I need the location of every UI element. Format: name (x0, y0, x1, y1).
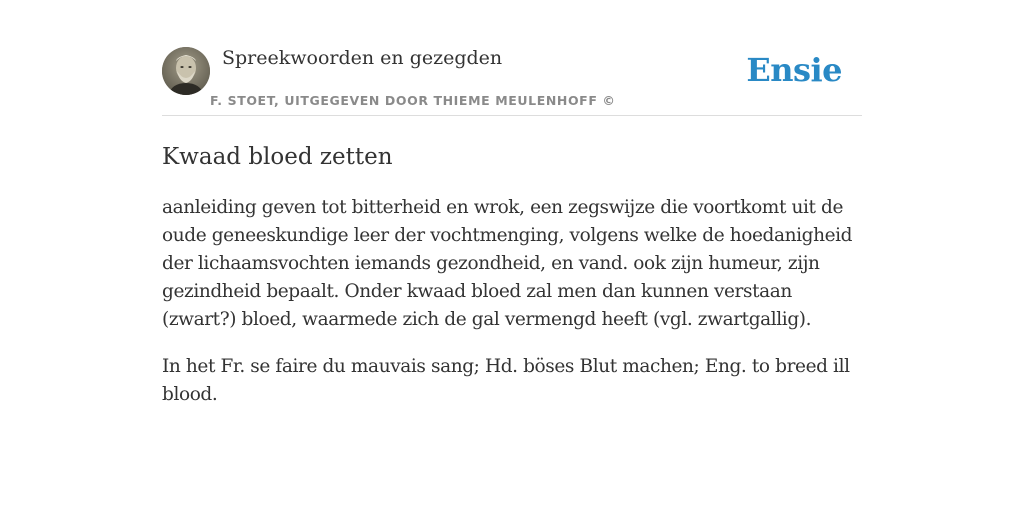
author-avatar[interactable] (162, 47, 210, 95)
entry-paragraph: In het Fr. se faire du mauvais sang; Hd. böses Blut machen; Eng. to breed ill blood. (162, 356, 850, 405)
page (162, 0, 862, 409)
portrait-photo-icon (162, 47, 210, 95)
source-title[interactable]: Spreekwoorden en gezegden (222, 47, 503, 69)
ensie-logo[interactable]: Ensie (746, 51, 842, 89)
source-credit: F. STOET, UITGEGEVEN DOOR THIEME MEULENHOFF © (210, 93, 616, 108)
entry-title: Kwaad bloed zetten (162, 144, 393, 170)
entry-body (162, 194, 862, 409)
source-header (162, 46, 862, 116)
entry-paragraph: aanleiding geven tot bitterheid en wrok, een zegswijze die voortkomt uit de oude geneeskundige leer der vochtmenging, volgens welke de hoedanigheid der lichaamsvochten iemands gezondheid, en vand. ook zijn humeur, zijn gezindheid bepaalt. Onder kwaad bloed zal men dan kunnen verstaan (zwart?) bloed, waarmede zich de gal vermengd heeft (vgl. zwartgallig). (162, 197, 853, 330)
